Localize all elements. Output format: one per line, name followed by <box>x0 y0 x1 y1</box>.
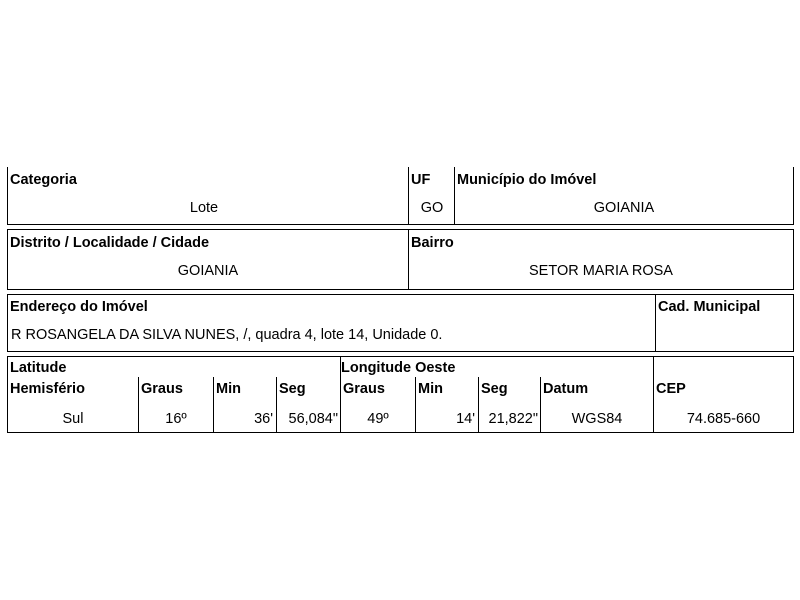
cell-datum <box>541 357 653 432</box>
property-form <box>7 167 794 433</box>
hemisferio-value: Sul <box>62 411 84 427</box>
cell-bairro <box>409 230 793 289</box>
distrito-value: GOIANIA <box>177 263 239 279</box>
cell-lat-graus <box>139 357 213 432</box>
lon-min-value: 14' <box>456 411 475 427</box>
cep-label: CEP <box>656 381 686 397</box>
categoria-label: Categoria <box>10 172 77 188</box>
lat-graus-label: Graus <box>141 381 183 397</box>
bairro-value: SETOR MARIA ROSA <box>529 263 673 279</box>
cell-distrito <box>8 230 408 289</box>
row-coordenadas <box>7 356 794 433</box>
cell-categoria <box>8 167 400 224</box>
datum-label: Datum <box>543 381 589 397</box>
row-categoria <box>7 167 794 225</box>
bairro-label: Bairro <box>411 235 454 251</box>
lat-min-value: 36' <box>254 411 273 427</box>
endereco-label: Endereço do Imóvel <box>10 299 148 315</box>
cell-hemisferio <box>8 357 138 432</box>
cep-value: 74.685-660 <box>686 411 761 427</box>
cell-lat-seg <box>277 357 340 432</box>
cad-municipal-label: Cad. Municipal <box>658 299 761 315</box>
municipio-label: Município do Imóvel <box>457 172 597 188</box>
hemisferio-label: Hemisfério <box>10 381 85 397</box>
lon-min-label: Min <box>418 381 443 397</box>
categoria-value: Lote <box>189 200 219 216</box>
uf-label: UF <box>411 172 431 188</box>
lat-graus-value: 16º <box>165 411 187 427</box>
cell-lon-graus <box>341 357 415 432</box>
row-distrito <box>7 229 794 290</box>
cell-lon-seg <box>479 357 540 432</box>
lat-min-label: Min <box>216 381 241 397</box>
cell-uf <box>409 167 455 224</box>
lon-seg-label: Seg <box>481 381 508 397</box>
row-endereco <box>7 294 794 352</box>
longitude-label: Longitude Oeste <box>341 360 456 376</box>
cell-endereco <box>8 295 655 351</box>
latitude-label: Latitude <box>10 360 67 376</box>
cell-cad-municipal <box>656 295 793 351</box>
municipio-value: GOIANIA <box>593 200 655 216</box>
lon-seg-value: 21,822" <box>488 411 538 427</box>
cell-lat-min <box>214 357 276 432</box>
distrito-label: Distrito / Localidade / Cidade <box>10 235 210 251</box>
cell-lon-min <box>416 357 478 432</box>
lat-seg-value: 56,084" <box>288 411 338 427</box>
lon-graus-value: 49º <box>367 411 389 427</box>
uf-value: GO <box>420 200 444 216</box>
lat-seg-label: Seg <box>279 381 306 397</box>
endereco-value: R ROSANGELA DA SILVA NUNES, /, quadra 4, lote 14, Unidade 0. <box>11 327 443 343</box>
lon-graus-label: Graus <box>343 381 385 397</box>
cell-cep <box>654 357 793 432</box>
datum-value: WGS84 <box>571 411 623 427</box>
cell-municipio <box>455 167 793 224</box>
